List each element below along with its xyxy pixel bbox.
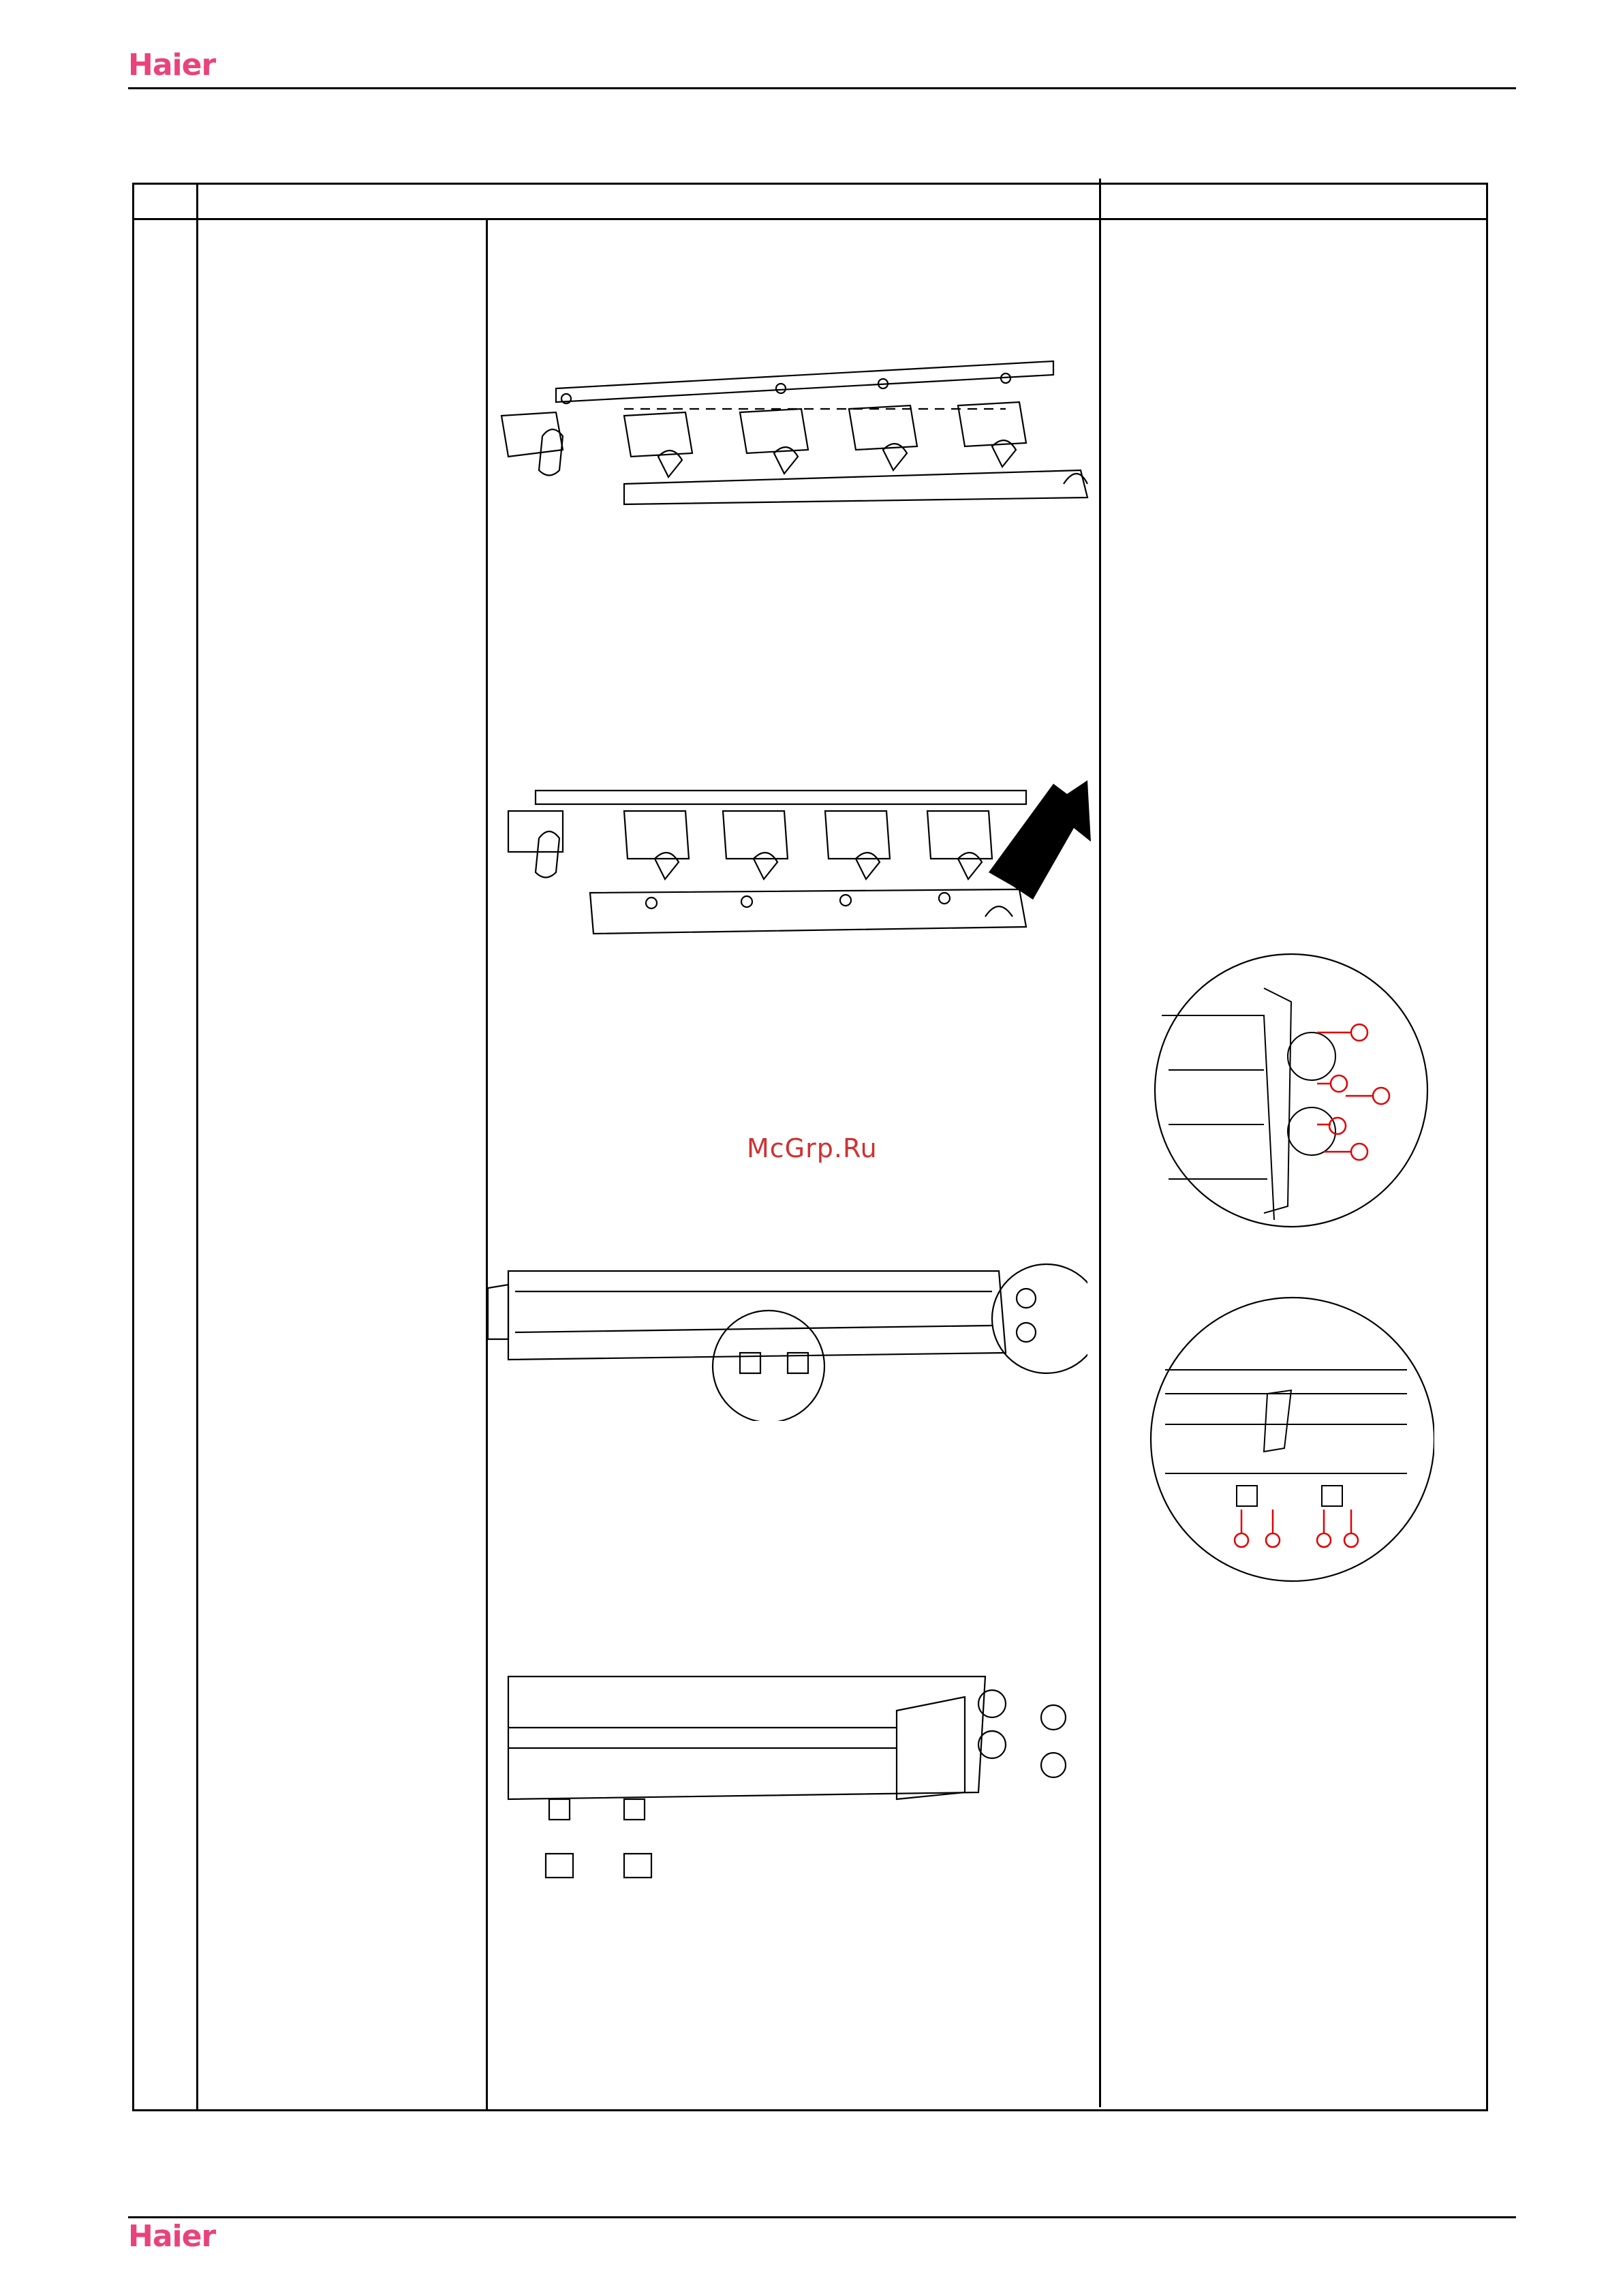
footer-brand-logo: Haier <box>128 2219 216 2254</box>
bottom-motor-screws-detail-figure <box>1148 1295 1434 1584</box>
brand-logo: Haier <box>128 48 216 82</box>
header-rule <box>128 87 1516 89</box>
louver-linkage-assembled-figure <box>488 348 1101 511</box>
lift-direction-arrow-icon <box>989 780 1091 900</box>
indoor-unit-overview-figure <box>488 1257 1087 1421</box>
motors-removed-figure <box>488 1663 1101 1888</box>
table-header-rule <box>132 218 1488 220</box>
table-col-divider-1 <box>196 183 198 2111</box>
louver-linkage-removed-figure <box>488 770 1101 975</box>
end-motor-screws-detail-figure <box>1148 947 1434 1234</box>
footer-rule <box>128 2216 1516 2218</box>
watermark: McGrp.Ru <box>747 1133 878 1163</box>
